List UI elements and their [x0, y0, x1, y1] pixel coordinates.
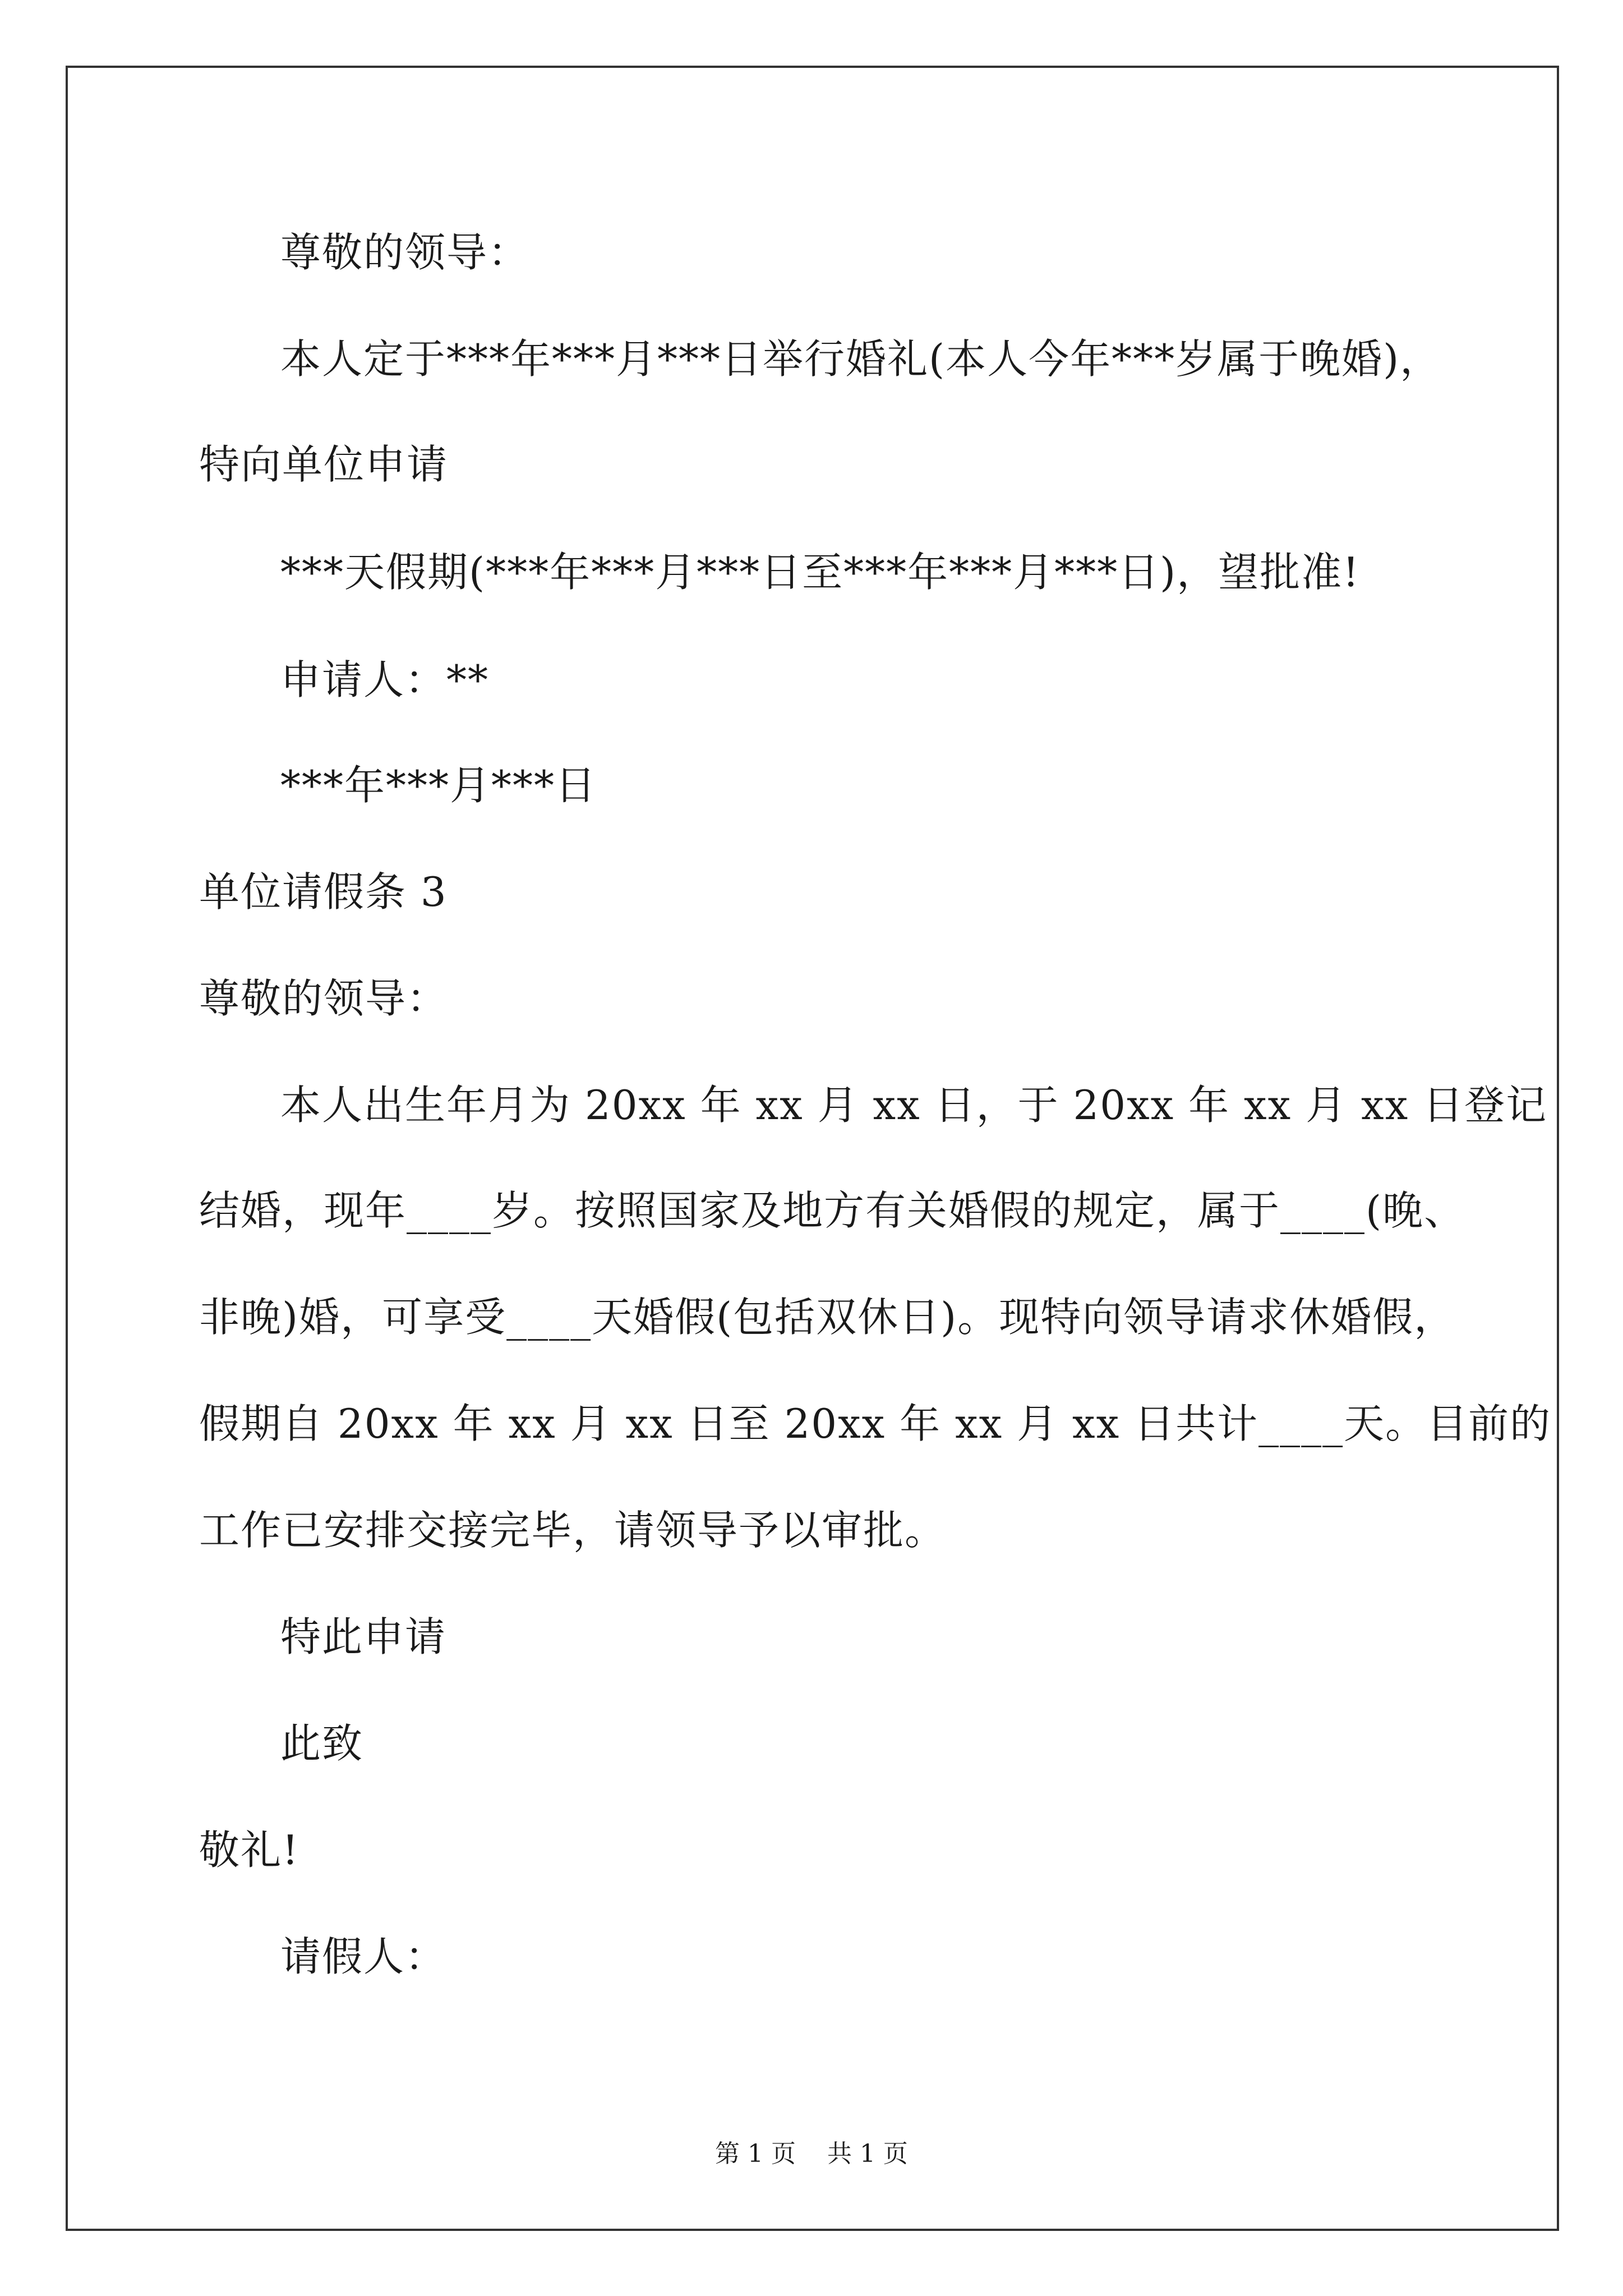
closing-regards: 此致 — [280, 1720, 364, 1767]
closing-request: 特此申请 — [280, 1613, 447, 1660]
body2-line-4: 假期自 20xx 年 xx 月 xx 日至 20xx 年 xx 月 xx 日共计____天。目前的 — [199, 1400, 1552, 1447]
body2-line-5: 工作已安排交接完毕，请领导予以审批。 — [199, 1507, 947, 1554]
body-line-3: ***天假期(***年***月***日至***年***月***日)，望批准! — [280, 549, 1361, 596]
page-footer: 第 1 页 共 1 页 — [715, 2139, 908, 2168]
body2-line-2: 结婚，现年____岁。按照国家及地方有关婚假的规定，属于____(晚、 — [199, 1187, 1466, 1234]
body2-line-3: 非晚)婚，可享受____天婚假(包括双休日)。现特向领导请求休婚假， — [199, 1294, 1456, 1341]
page-frame — [66, 66, 1559, 2231]
requester-line: 请假人： — [280, 1933, 447, 1980]
salutation-2: 尊敬的领导： — [199, 975, 449, 1022]
closing-salute: 敬礼! — [199, 1826, 299, 1874]
body2-line-1: 本人出生年月为 20xx 年 xx 月 xx 日，于 20xx 年 xx 月 xx 日登记 — [280, 1082, 1548, 1129]
salutation-1: 尊敬的领导： — [280, 229, 530, 276]
body-line-2: 特向单位申请 — [199, 441, 449, 488]
date-line: ***年***月***日 — [280, 762, 597, 809]
body-line-1: 本人定于***年***月***日举行婚礼(本人今年***岁属于晚婚)， — [280, 335, 1442, 383]
section-title: 单位请假条 3 — [199, 868, 448, 915]
applicant-line: 申请人：** — [280, 656, 490, 703]
